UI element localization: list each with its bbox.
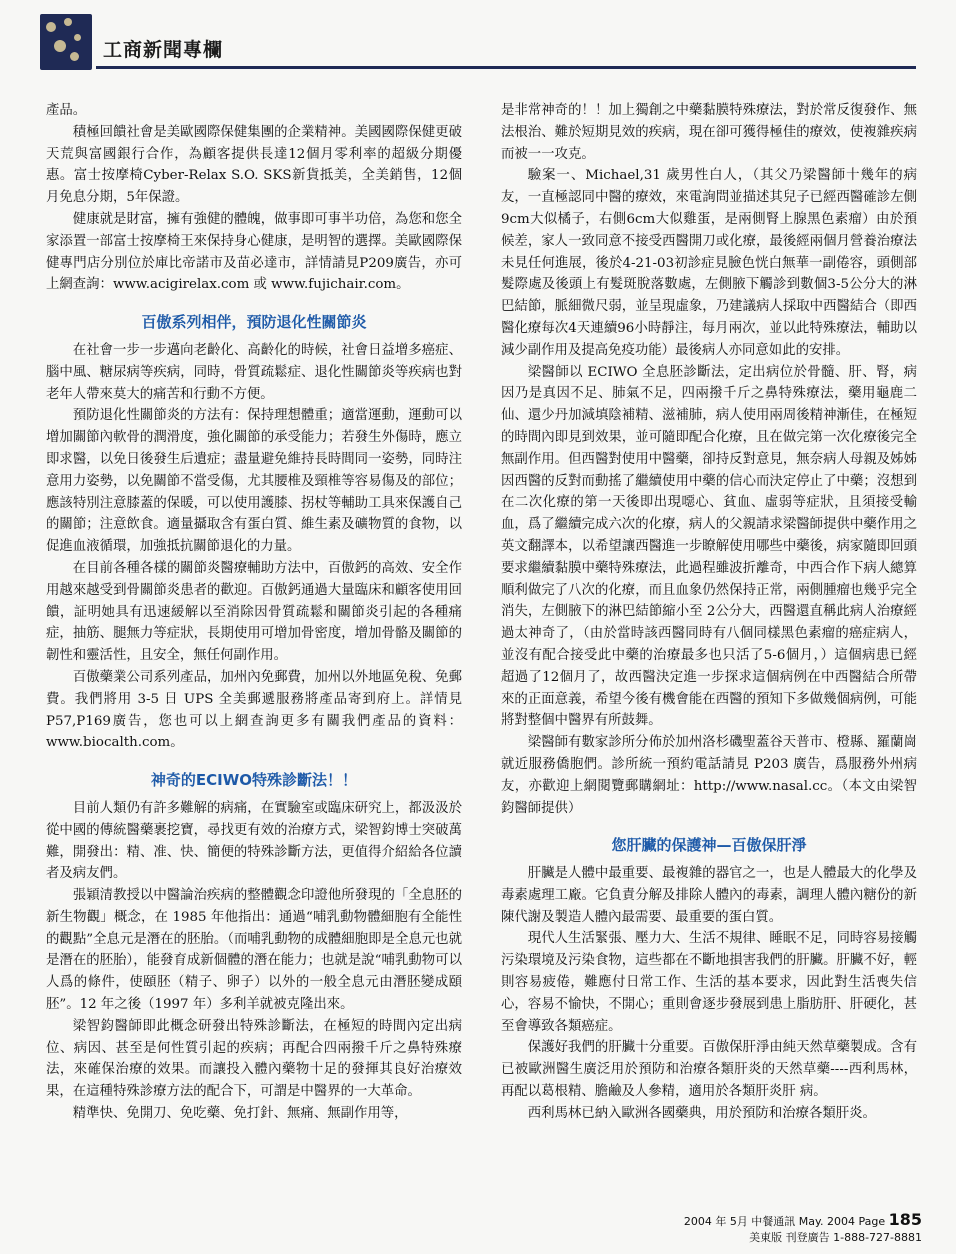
header-divider bbox=[96, 66, 916, 69]
paragraph: 在目前各種各樣的關節炎醫療輔助方法中，百傲鈣的高效、安全作用越來越受到骨關節炎患者的歡迎。百傲鈣通過大量臨床和顧客使用回饋，証明她具有迅速緩解以至消除因骨質疏鬆和關節炎引起的各種痛症，抽筋、腿無力等症狀，長期使用可增加骨密度，增加骨骼及關節的韌性和靈活性，且安全，無任何副作用。 bbox=[46, 560, 462, 664]
paragraph: 目前人類仍有許多難解的病痛，在實驗室或臨床研究上，都汲汲於從中國的傳統醫藥裹挖寶，尋找更有效的治療方式，梁智鈞博士突破萬難，開發出：精、准、快、簡便的特殊診斷方法，更值得介紹給各位讀者及病友們。 bbox=[46, 800, 462, 882]
header-logo-image bbox=[40, 14, 92, 70]
paragraph: 梁智鈞醫師即此概念研發出特殊診斷法，在極短的時間內定出病位、病因、甚至是何性質引起的疾病；再配合四兩撥千斤之鼻特殊療法，來確保治療的效果。而讓投入體內藥物十足的發揮其良好治療效果，在這種特殊診療方法的配合下，可謂是中醫界的一大革命。 bbox=[46, 1018, 462, 1100]
page-number: 185 bbox=[888, 1210, 922, 1229]
footer-ad-line: 美東版 刊登廣告 1-888-727-8881 bbox=[749, 1231, 922, 1244]
paragraph: 健康就是財富，擁有強健的體魄，做事即可事半功倍，為您和您全家添置一部富士按摩椅王來保持身心健康，是明智的選擇。美歐國際保健專門店分別位於庫比帝諾市及苗必達市，詳情請見P209廣告，亦可上網查詢：www.acigirelax.com 或 www.fujichair.com。 bbox=[46, 211, 462, 293]
left-column bbox=[46, 100, 462, 1125]
paragraph: 現代人生活緊張、壓力大、生活不規律、睡眠不足，同時容易接觸污染環境及污染食物，這些都在不斷地損害我們的肝臟。肝臟不好，輕則容易疲倦，難應付日常工作、生活的基本要求，因此對生活喪失信心，容易不愉快，不開心；重則會逐步發展到患上脂肪肝、肝硬化，甚至會導致各類癌症。 bbox=[501, 931, 917, 1034]
right-column bbox=[501, 100, 917, 1125]
paragraph: 保護好我們的肝臟十分重要。百傲保肝淨由純天然草藥製成。含有已被歐洲醫生廣泛用於預防和治療各類肝炎的天然草藥----西利馬林，再配以葛根精、膽鹼及人參精，適用於各類肝炎肝 病。 bbox=[501, 1040, 917, 1100]
footer-issue-line: 2004 年 5月 中餐通訊 May. 2004 Page bbox=[683, 1215, 886, 1228]
paragraph: 肝臟是人體中最重要、最複雜的器官之一，也是人體最大的化學及毒素處理工廠。它負責分解及排除人體內的毒素，調理人體內糖份的新陳代謝及製造人體內最需要、最重要的蛋白質。 bbox=[501, 866, 917, 925]
section-heading: 您肝臟的保護神—百傲保肝淨 bbox=[611, 836, 807, 855]
paragraph: 精準快、免開刀、免吃藥、免打針、無痛、無副作用等， bbox=[72, 1106, 408, 1122]
paragraph: 積極回饋社會是美歐國際保健集團的企業精神。美國國際保健更破天荒與富國銀行合作，為顧客提供長達12個月零利率的超級分期優惠。富士按摩椅Cyber-Relax S.O. SKS新貨抵美，全美銷售，12個月免息分期，5年保證。 bbox=[46, 124, 462, 206]
header-title: 工商新聞專欄 bbox=[103, 39, 224, 61]
paragraph: 西利馬林已納入歐洲各國藥典，用於預防和治療各類肝炎。 bbox=[527, 1105, 876, 1121]
paragraph: 梁醫師有數家診所分佈於加州洛杉磯聖蓋谷天普市、橙縣、羅蘭崗就近服務僑胞們。診所統一預約電話請見 P203 廣告，爲服務外州病友，亦歡迎上網閱覽郵購網址：http://www.nasal.cc。（本文由梁智鈞醫師提供） bbox=[501, 735, 917, 816]
paragraph: 梁醫師以 ECIWO 全息胚診斷法，定出病位於骨髓、肝、腎，病因乃是真因不足、肺氣不足，四兩撥千斤之鼻特殊療法，藥用龜鹿二仙、還少丹加減填陰補精、滋補肺，病人使用兩周後精神漸佳，在極短的時間內即見到效果，並可隨即配合化療，且在做完第一次化療後完全無副作用。但西醫對使用中醫藥，卻持反對意見，無奈病人母親及姊姊因西醫的反對而動搖了繼續使用中藥的信心而決定停止了中藥；沒想到在二次化療的第一天後即出現噁心、貧血、虛弱等症狀，且須接受輸血，爲了繼續完成六次的化療，病人的父親請求梁醫師提供中藥作用之英文翻譯本，以希望讓西醫進一步瞭解使用哪些中藥後，病家隨即回頭要求繼續黏膜中藥特殊療法，此過程雖波折離奇，中西合作下病人總算順利做完了八次的化療，而且血象仍然保持正常，兩側腫瘤也幾乎完全消失，左側腋下的淋巴結節縮小至 2公分大，西醫還直稱此病人治療經過太神奇了，（由於當時該西醫同時有八個同樣黑色素瘤的癌症病人，並沒有配合接受此中藥的治療最多也只活了5-6個月，）這個病患已經超過了12個月了，故西醫決定進一步探求這個病例在中西醫結合所帶來的正面意義，希望今後有機會能在西醫的預知下多做幾個病例，可能將對整個中醫界有所鼓舞。 bbox=[501, 364, 917, 729]
section-heading: 百傲系列相伴，預防退化性關節炎 bbox=[141, 313, 367, 332]
paragraph: 在社會一步一步邁向老齡化、高齡化的時候，社會日益增多癌症、腦中風、糖尿病等疾病，同時，骨質疏鬆症、退化性關節炎等疾病也對老年人帶來莫大的痛苦和行動不方便。 bbox=[46, 342, 462, 402]
paragraph: 張穎清教授以中醫論治疾病的整體觀念印證他所發現的「全息胚的新生物觀」概念，在 1985 年他指出：通過“哺乳動物體細胞有全能性的觀點”全息元是潛在的胚胎。（而哺乳動物的成體細胞即是全息元也就是潛在的胚胎），能發育成新個體的潛在能力；也就是說“哺乳動物可以人爲的條件，使頤胚（精子、卵子）以外的一般全息元由潛胚變成頤胚”。12 年之後（1997 年）多利羊就被克隆出來。 bbox=[46, 888, 462, 1013]
page-footer bbox=[684, 1212, 922, 1246]
section-heading: 神奇的ECIWO特殊診斷法！！ bbox=[150, 771, 358, 790]
paragraph: 產品。 bbox=[46, 103, 87, 118]
paragraph: 預防退化性關節炎的方法有：保持理想體重；適當運動，運動可以增加關節內軟骨的潤滑度，強化關節的承受能力；若發生外傷時，應立即求醫，以免日後發生后遺症；盡量避免維持長時間同一姿勢，同時注意用力姿勢，以免關節不當受傷，尤其腰椎及頸椎等容易傷及的部位；應該特別注意膝蓋的保暖，可以使用護膝、拐杖等輔助工具來保護自己的關節；注意飲食。適量攝取含有蛋白質、維生素及礦物質的食物，以促進血液循環，加強抵抗關節退化的力量。 bbox=[46, 408, 462, 555]
paragraph: 是非常神奇的！！加上獨創之中藥黏膜特殊療法，對於常反復發作、無法根治、難於短期見效的疾病，現在卻可獲得極佳的療效，使複雜疾病而被一一攻克。 bbox=[501, 103, 917, 162]
paragraph: 驗案一、Michael,31 歲男性白人，（其父乃梁醫師十幾年的病友，一直極認同中醫的療效，來電詢問並描述其兒子已經西醫確診左側9cm大似橘子，右側6cm大似雞蛋，是兩側腎上腺黑色素瘤）由於預候差，家人一致同意不接受西醫開刀或化療，最後經兩個月營養治療法未見任何進展，後於4-21-03初診症見臉色恍白無華一副倦容，頭側部髮際處及後頭上有髮斑脫落數處，左側腋下觸診到數個3-5公分大的淋巴結節，脈細微尺弱，並呈現虛象，乃建議病人採取中西醫結合（即西醫化療每次4天連續96小時靜注，每月兩次，並以此特殊療法，輔助以減少副作用及提高免疫功能）最後病人亦同意如此的安排。 bbox=[501, 168, 917, 358]
paragraph: 百傲藥業公司系列產品，加州內免郵費，加州以外地區免稅、免郵費。我們將用 3-5 日 UPS 全美郵遞服務將產品寄到府上。詳情見P57,P169廣告，您也可以上網查詢更多有關我們產品的資料：www.biocalth.com。 bbox=[46, 669, 462, 751]
